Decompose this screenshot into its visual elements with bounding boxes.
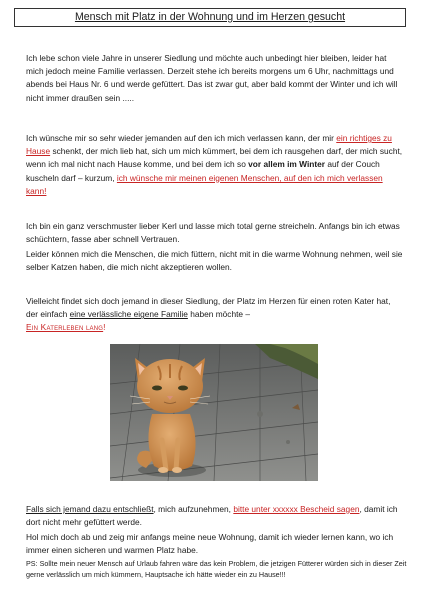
highlight-own-human: ich wünsche mir meinen eigenen Menschen, auf den ich mich verlassen kann! (26, 172, 383, 196)
flyer-title: Mensch mit Platz in der Wohnung und im Herzen gesucht (14, 8, 406, 27)
contact-text-2: , damit ich dort nicht mehr gefüttert werde. (26, 504, 398, 528)
paragraph-feeders: Leider können mich die Menschen, die mich füttern, nicht mit in die warme Wohnung nehmen, weil sie selber Katzen haben, die mich nicht akzeptieren wollen. (26, 249, 403, 273)
paragraph-hope (26, 295, 404, 335)
hope-exclamation: ! (103, 322, 106, 333)
highlight-home: ein richtiges zu Hause (26, 133, 392, 157)
cat-photo (110, 344, 318, 481)
paragraph-intro: Ich lebe schon viele Jahre in unserer Siedlung und möchte auch unbedingt hier bleiben, leider hat mich jedoch meine Familie verlassen. Derzeit stehe ich bereits morgens um 6 Uhr, nachmittags und abends bei Haus Nr. 6 und werde gefüttert. Das ist zwar gut, aber bald kommt der Winter und ich will nicht immer draußen sein ..... (26, 53, 398, 103)
paragraph-pickup: Hol mich doch ab und zeig mir anfangs meine neue Wohnung, damit ich wieder lernen kann, wo ich immer einen sicheren und warmen Platz habe. (26, 532, 394, 556)
hope-text-1: Vielleicht findet sich doch jemand in dieser Siedlung, der Platz im Herzen für einen roten Kater hat, der einfach (26, 296, 391, 320)
paragraph-wish (26, 132, 404, 198)
paragraph-contact (26, 503, 404, 529)
paragraph-character: Ich bin ein ganz verschmuster lieber Kerl und lasse mich total gerne streicheln. Anfangs bin ich etwas schüchtern, fasse aber schnell Vertrauen. (26, 221, 400, 245)
contact-call-to-action: bitte unter xxxxxx Bescheid sagen (233, 504, 360, 514)
hope-text-2: haben möchte – (187, 309, 251, 320)
wish-text-3: auf der Couch kuscheln darf – kurzum, (26, 159, 380, 183)
wish-text-2: schenkt, der mich lieb hat, sich um mich kümmert, bei dem ich rausgehen darf, der mich sucht, wenn ich mal nicht nach Hause komme, und bei dem ich so (26, 146, 403, 170)
postscript: PS: Sollte mein neuer Mensch auf Urlaub fahren wäre das kein Problem, die jetzigen Fütterer würden sich in dieser Zeit gerne verlässlich um mich kümmern, Hauptsache ich hätte wieder ein zu Hause!!! (26, 559, 407, 579)
contact-text-1: , mich aufzunehmen, (153, 504, 234, 514)
highlight-winter: vor allem im Winter (248, 159, 326, 170)
contact-decide: Falls sich jemand dazu entschließt (26, 504, 154, 514)
wish-text-1: Ich wünsche mir so sehr wieder jemanden auf den ich mich verlassen kann, der mir (26, 133, 337, 143)
highlight-katerleben: Ein Katerleben lang (26, 322, 104, 333)
highlight-family: eine verlässliche eigene Familie (69, 309, 188, 320)
